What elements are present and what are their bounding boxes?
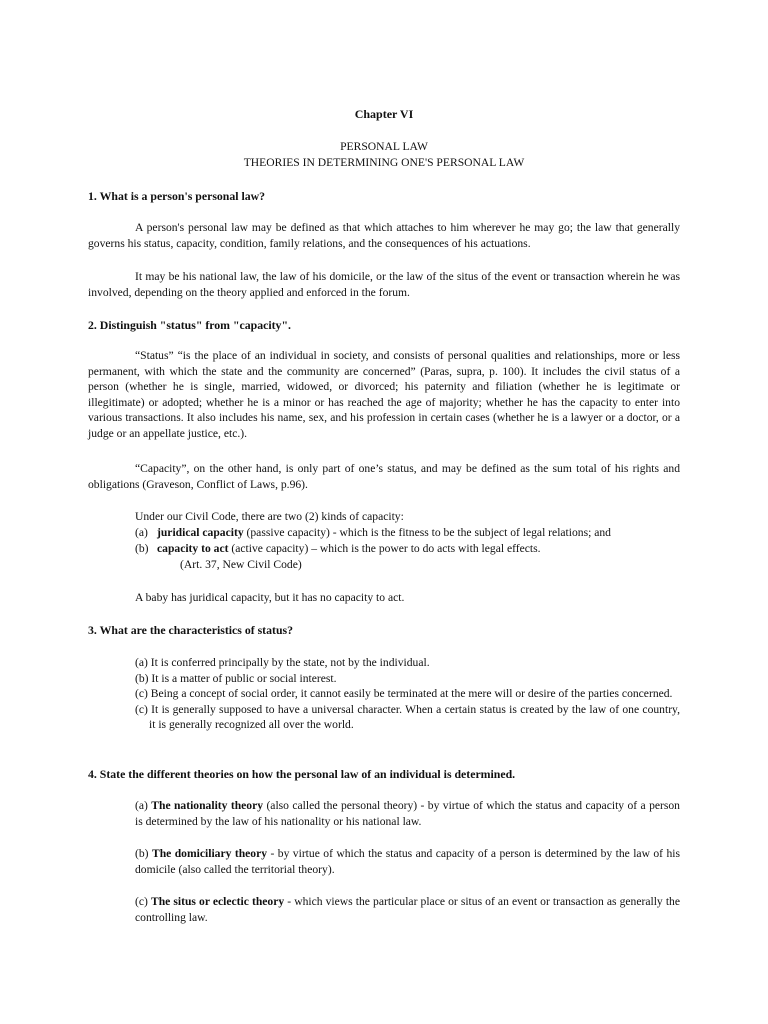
question-2-heading: 2. Distinguish "status" from "capacity". <box>88 318 291 332</box>
q1-paragraph-1: A person's personal law may be defined as that which attaches to him wherever he may go; the law that generally governs his status, capacity, condition, family relations, and the consequences of his actuations. <box>88 221 680 250</box>
title-line-2: THEORIES IN DETERMINING ONE'S PERSONAL LAW <box>243 156 525 169</box>
chapter-heading: Chapter VI <box>354 107 414 121</box>
capacity-item-a <box>88 525 680 541</box>
q2-paragraph-1: “Status” “is the place of an individual in society, and consists of personal qualities and relationships, more or less permanent, with which the state and the community are concerned” (Paras, supra, p. 100). It includes the civil status of a person (whether he is single, married, widowed, or divorced; his paternity and filiation (whether he is legitimate or illegitimate) or adopted; whether he is a minor or has reached the age of majority; whether he has the capacity to enter into various transactions. It also includes his name, sex, and his profession in certain cases (whether he is a lawyer or a doctor, or a judge or an appellate justice, etc.). <box>88 349 680 440</box>
question-1-heading: 1. What is a person's personal law? <box>88 189 266 203</box>
list-item: (a) It is conferred principally by the state, not by the individual. <box>135 656 430 669</box>
theory-situs: (c) The situs or eclectic theory - which views the particular place or situs of an event or transaction as generally the controlling law. <box>135 895 680 924</box>
theory-nationality: (a) The nationality theory (also called the personal theory) - by virtue of which the status and capacity of a person is determined by the law of his nationality or his national law. <box>135 799 680 828</box>
term-nationality-theory: The nationality theory <box>151 799 264 812</box>
item-marker: (a) <box>135 526 148 539</box>
term-situs-theory: The situs or eclectic theory <box>150 895 285 908</box>
theory-domiciliary: (b) The domiciliary theory - by virtue of which the status and capacity of a person is determined by the law of his domicile (also called the territorial theory). <box>135 847 681 876</box>
list-item: (c) Being a concept of social order, it cannot easily be terminated at the mere will or desire of the parties concerned. <box>135 687 673 700</box>
term-domiciliary-theory: The domiciliary theory <box>151 847 268 860</box>
q1-paragraph-2: It may be his national law, the law of his domicile, or the law of the situs of the event or transaction wherein he was involved, depending on the theory applied and enforced in the forum. <box>88 270 680 299</box>
list-item: (b) It is a matter of public or social interest. <box>135 671 337 685</box>
capacity-item-b <box>88 541 680 557</box>
question-3-heading: 3. What are the characteristics of status? <box>88 623 293 637</box>
item-marker: (b) <box>135 542 149 555</box>
citation: (Art. 37, New Civil Code) <box>180 558 302 571</box>
list-item: (c) It is generally supposed to have a universal character. When a certain status is created by the law of one country, it is generally recognized all over the world. <box>135 702 680 731</box>
item-text: juridical capacity (passive capacity) - which is the fitness to be the subject of legal relations; and <box>157 526 611 539</box>
status-characteristics-list <box>88 655 680 733</box>
term-capacity-to-act: capacity to act <box>157 542 229 555</box>
title-line-1: PERSONAL LAW <box>340 140 428 153</box>
q2-paragraph-3: Under our Civil Code, there are two (2) kinds of capacity: <box>135 510 404 523</box>
q2-paragraph-4: A baby has juridical capacity, but it has no capacity to act. <box>135 591 405 604</box>
item-text: capacity to act (active capacity) – which is the power to do acts with legal effects. <box>157 542 541 555</box>
term-juridical-capacity: juridical capacity <box>157 526 244 539</box>
question-4-heading: 4. State the different theories on how the personal law of an individual is determined. <box>88 767 516 781</box>
q2-paragraph-2: “Capacity”, on the other hand, is only part of one’s status, and may be defined as the sum total of his rights and obligations (Graveson, Conflict of Laws, p.96). <box>88 462 680 491</box>
